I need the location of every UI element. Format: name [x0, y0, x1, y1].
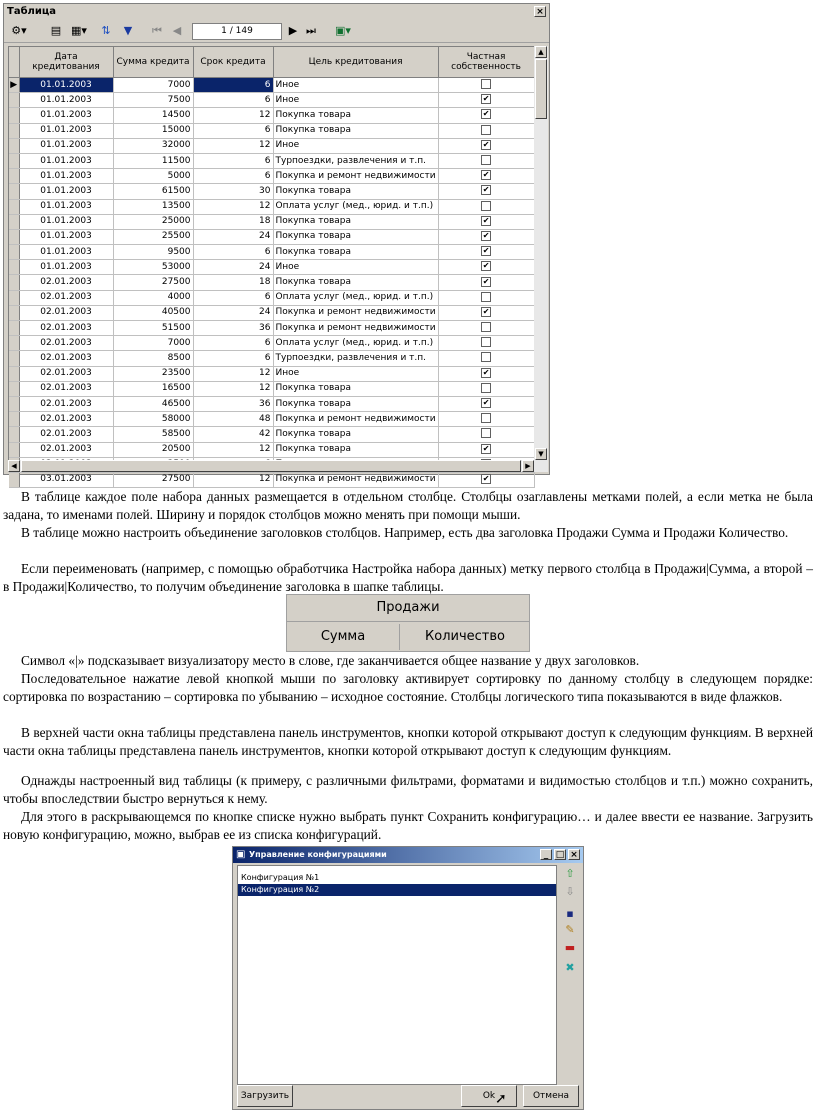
move-up-icon[interactable]: ⇧: [565, 867, 575, 880]
close-button[interactable]: ×: [568, 849, 580, 860]
config-dialog-titlebar: [233, 847, 583, 863]
checkbox[interactable]: ✔: [482, 139, 490, 149]
table-cell[interactable]: 02.01.2003: [19, 321, 113, 336]
window-icon: ▣: [236, 849, 249, 860]
scroll-thumb[interactable]: [535, 59, 547, 119]
table-cell[interactable]: 12: [193, 366, 273, 381]
table-row[interactable]: [9, 260, 534, 275]
vertical-scrollbar[interactable]: [534, 46, 548, 460]
table-cell[interactable]: 16500: [113, 381, 193, 396]
checkbox[interactable]: ✔: [482, 230, 490, 240]
table-cell[interactable]: 6: [193, 93, 273, 108]
column-header[interactable]: Сумма кредита: [113, 47, 193, 78]
table-cell[interactable]: 61500: [113, 184, 193, 199]
checkbox-cell[interactable]: [438, 366, 534, 381]
row-indicator[interactable]: [9, 123, 19, 138]
scroll-left-icon[interactable]: ◀: [8, 460, 20, 472]
table-row[interactable]: [9, 366, 534, 381]
table-row[interactable]: [9, 381, 534, 396]
checkbox-cell[interactable]: [438, 472, 534, 487]
table-cell[interactable]: Иное: [273, 78, 438, 93]
table-cell[interactable]: 01.01.2003: [19, 153, 113, 168]
table-row[interactable]: [9, 336, 534, 351]
table-row[interactable]: [9, 108, 534, 123]
load-button[interactable]: Загрузить: [237, 1085, 293, 1107]
table-cell[interactable]: 01.01.2003: [19, 245, 113, 260]
table-cell[interactable]: Покупка и ремонт недвижимости: [273, 169, 438, 184]
table-cell[interactable]: 02.01.2003: [19, 336, 113, 351]
table-cell[interactable]: 01.01.2003: [19, 123, 113, 138]
merged-header-right: Количество: [425, 629, 505, 644]
config-dialog: [232, 846, 584, 1110]
table-cell[interactable]: Оплата услуг (мед., юрид. и т.п.): [273, 290, 438, 305]
checkbox[interactable]: ✔: [482, 261, 490, 271]
table-cell[interactable]: 6: [193, 78, 273, 93]
table-cell[interactable]: 24: [193, 229, 273, 244]
checkbox-cell[interactable]: [438, 427, 534, 442]
checkbox[interactable]: ✔: [482, 443, 490, 453]
table-cell[interactable]: 02.01.2003: [19, 351, 113, 366]
table-cell[interactable]: 02.01.2003: [19, 305, 113, 320]
checkbox-cell[interactable]: [438, 93, 534, 108]
table-row[interactable]: [9, 321, 534, 336]
table-cell[interactable]: 12: [193, 381, 273, 396]
table-cell[interactable]: Покупка товара: [273, 427, 438, 442]
table-cell[interactable]: 01.01.2003: [19, 108, 113, 123]
table-cell[interactable]: 9500: [113, 245, 193, 260]
row-indicator[interactable]: [9, 229, 19, 244]
table-cell[interactable]: 12: [193, 138, 273, 153]
table-cell[interactable]: 46500: [113, 396, 193, 411]
row-indicator[interactable]: [9, 153, 19, 168]
checkbox-cell[interactable]: [438, 245, 534, 260]
move-down-icon[interactable]: ⇩: [565, 885, 575, 898]
row-indicator[interactable]: [9, 108, 19, 123]
row-indicator[interactable]: [9, 169, 19, 184]
paragraph: Для этого в раскрывающемся по кнопке списке нужно выбрать пункт Сохранить конфигурацию… и далее ввести ее название. Загрузить новую конфигурацию, можно, выбрав ее из списка конфигураций.: [3, 809, 813, 842]
table-row[interactable]: [9, 169, 534, 184]
table-cell[interactable]: 02.01.2003: [19, 381, 113, 396]
table-cell[interactable]: Покупка товара: [273, 214, 438, 229]
table-cell[interactable]: 42: [193, 427, 273, 442]
table-cell[interactable]: 7000: [113, 336, 193, 351]
current-row-indicator-icon[interactable]: ▶: [9, 78, 19, 93]
table-cell[interactable]: 27500: [113, 275, 193, 290]
mouse-cursor-icon: ➚: [495, 1091, 507, 1107]
record-counter[interactable]: 1 / 149: [192, 23, 282, 40]
row-indicator[interactable]: [9, 184, 19, 199]
config-list[interactable]: [237, 865, 557, 1085]
table-cell[interactable]: 12: [193, 199, 273, 214]
table-cell[interactable]: 6: [193, 336, 273, 351]
table-row[interactable]: [9, 123, 534, 138]
table-cell[interactable]: 8500: [113, 351, 193, 366]
row-indicator[interactable]: [9, 351, 19, 366]
checkbox[interactable]: ✔: [482, 367, 490, 377]
table-cell[interactable]: 18: [193, 275, 273, 290]
save-icon[interactable]: ▪: [566, 907, 574, 920]
table-cell[interactable]: 15000: [113, 123, 193, 138]
scroll-down-icon[interactable]: ▼: [535, 448, 547, 460]
sort-icon[interactable]: ⇅: [101, 24, 111, 37]
merged-header-left: Сумма: [287, 624, 400, 650]
checkbox-cell[interactable]: [438, 260, 534, 275]
table-cell[interactable]: 02.01.2003: [19, 275, 113, 290]
checkbox[interactable]: [481, 383, 491, 393]
paragraph: Последовательное нажатие левой кнопкой мыши по заголовку активирует сортировку по данному столбцу в следующем порядке: сортировка по возрастанию – сортировка по убыванию – исходное состояние. Столбцы логического типа показываются в виде флажков.: [3, 671, 813, 704]
table-cell[interactable]: 6: [193, 245, 273, 260]
print-icon[interactable]: ▤: [50, 24, 62, 37]
checkbox-cell[interactable]: [438, 78, 534, 93]
checkbox-cell[interactable]: [438, 108, 534, 123]
row-indicator[interactable]: [9, 366, 19, 381]
checkbox[interactable]: ✔: [482, 170, 490, 180]
paragraph: Если переименовать (например, с помощью обработчика Настройка набора данных) метку первого столбца в Продажи|Сумма, а второй – в Продажи|Количество, то получим объединение заголовка в шапке таблицы.: [3, 561, 813, 594]
table-row[interactable]: [9, 199, 534, 214]
column-header[interactable]: Частная собственность: [438, 47, 534, 78]
table-cell[interactable]: 4000: [113, 290, 193, 305]
data-grid[interactable]: [8, 46, 536, 485]
scroll-up-icon[interactable]: ▲: [535, 46, 547, 58]
table-cell[interactable]: Покупка и ремонт недвижимости: [273, 472, 438, 487]
row-indicator[interactable]: [9, 427, 19, 442]
table-cell[interactable]: Оплата услуг (мед., юрид. и т.п.): [273, 199, 438, 214]
column-header[interactable]: Срок кредита: [193, 47, 273, 78]
table-cell[interactable]: 6: [193, 351, 273, 366]
table-cell[interactable]: 01.01.2003: [19, 93, 113, 108]
checkbox[interactable]: [481, 428, 491, 438]
checkbox[interactable]: ✔: [482, 109, 490, 119]
table-cell[interactable]: 01.01.2003: [19, 214, 113, 229]
data-table: [9, 47, 535, 488]
table-cell[interactable]: 01.01.2003: [19, 78, 113, 93]
table-cell[interactable]: 27500: [113, 472, 193, 487]
table-cell[interactable]: Иное: [273, 93, 438, 108]
table-cell[interactable]: Иное: [273, 366, 438, 381]
table-cell[interactable]: 01.01.2003: [19, 199, 113, 214]
table-cell[interactable]: 02.01.2003: [19, 412, 113, 427]
close-button[interactable]: ×: [534, 6, 546, 17]
checkbox[interactable]: ✔: [482, 185, 490, 195]
row-indicator[interactable]: [9, 214, 19, 229]
checkbox-cell[interactable]: [438, 214, 534, 229]
remove-icon[interactable]: ▬: [564, 941, 576, 954]
checkbox[interactable]: ✔: [482, 215, 490, 225]
checkbox[interactable]: [481, 292, 491, 302]
table-cell[interactable]: 5000: [113, 169, 193, 184]
table-row[interactable]: [9, 290, 534, 305]
paragraph: Однажды настроенный вид таблицы (к примеру, с различными фильтрами, форматами и видимостью столбцов и т.п.) можно сохранить, чтобы впоследствии быстро вернуться к нему.: [3, 773, 813, 806]
table-cell[interactable]: 02.01.2003: [19, 442, 113, 457]
table-cell[interactable]: 32000: [113, 138, 193, 153]
paragraph: В таблице каждое поле набора данных размещается в отдельном столбце. Столбцы озаглавлены метками полей, а если метка не была задана, то именами полей. Ширину и порядок столбцов можно менять при помощи мыши.: [3, 489, 813, 522]
checkbox[interactable]: [481, 155, 491, 165]
columns-icon[interactable]: ▦▾: [71, 24, 87, 37]
filter-icon[interactable]: ▼: [123, 24, 133, 37]
table-cell[interactable]: 48: [193, 412, 273, 427]
prev-record-icon[interactable]: ◀: [172, 24, 182, 37]
paragraph: Символ «|» подсказывает визуализатору место в слове, где заканчивается общее название у двух заголовков.: [21, 653, 640, 668]
table-row[interactable]: [9, 275, 534, 290]
merged-header-top: Продажи: [287, 595, 529, 622]
table-cell[interactable]: 12: [193, 472, 273, 487]
checkbox-cell[interactable]: [438, 412, 534, 427]
excel-export-icon[interactable]: ▣▾: [335, 24, 351, 37]
checkbox[interactable]: [481, 322, 491, 332]
table-cell[interactable]: 58500: [113, 427, 193, 442]
checkbox[interactable]: ✔: [482, 398, 490, 408]
scroll-thumb[interactable]: [21, 460, 521, 472]
checkbox[interactable]: ✔: [482, 246, 490, 256]
table-cell[interactable]: Покупка товара: [273, 229, 438, 244]
table-cell[interactable]: 01.01.2003: [19, 138, 113, 153]
checkbox-cell[interactable]: [438, 351, 534, 366]
checkbox-cell[interactable]: [438, 169, 534, 184]
checkbox[interactable]: ✔: [482, 94, 490, 104]
table-cell[interactable]: 24: [193, 305, 273, 320]
table-window-titlebar: [4, 4, 549, 20]
row-indicator-header: [9, 47, 19, 78]
table-cell[interactable]: 23500: [113, 366, 193, 381]
row-indicator[interactable]: [9, 305, 19, 320]
list-item[interactable]: Конфигурация №1: [241, 873, 320, 882]
table-cell[interactable]: 58000: [113, 412, 193, 427]
checkbox-cell[interactable]: [438, 305, 534, 320]
table-cell[interactable]: Турпоездки, развлечения и т.п.: [273, 351, 438, 366]
config-icon[interactable]: ⚙▾: [11, 24, 27, 37]
table-cell[interactable]: 11500: [113, 153, 193, 168]
table-cell[interactable]: 03.01.2003: [19, 472, 113, 487]
table-row[interactable]: [9, 78, 534, 93]
table-cell[interactable]: 12: [193, 442, 273, 457]
checkbox-cell[interactable]: [438, 321, 534, 336]
table-cell[interactable]: 14500: [113, 108, 193, 123]
checkbox-cell[interactable]: [438, 275, 534, 290]
row-indicator[interactable]: [9, 336, 19, 351]
table-cell[interactable]: 36: [193, 321, 273, 336]
table-cell[interactable]: 02.01.2003: [19, 366, 113, 381]
table-cell[interactable]: 13500: [113, 199, 193, 214]
checkbox-cell[interactable]: [438, 138, 534, 153]
table-cell[interactable]: 24: [193, 260, 273, 275]
table-cell[interactable]: 12: [193, 108, 273, 123]
edit-icon[interactable]: ✎: [565, 923, 575, 936]
table-row[interactable]: [9, 396, 534, 411]
table-cell[interactable]: 02.01.2003: [19, 290, 113, 305]
table-row[interactable]: [9, 184, 534, 199]
table-cell[interactable]: 01.01.2003: [19, 169, 113, 184]
paragraph: В верхней части окна таблицы представлена панель инструментов, кнопки которой открывают доступ к следующим функциям. В верхней части окна таблицы представлена панель инструментов, кнопки которой открывают доступ к следующим функциям.: [3, 725, 813, 758]
checkbox-cell[interactable]: [438, 153, 534, 168]
table-cell[interactable]: 01.01.2003: [19, 184, 113, 199]
checkbox[interactable]: ✔: [482, 306, 490, 316]
checkbox[interactable]: ✔: [482, 473, 490, 483]
table-row[interactable]: [9, 93, 534, 108]
table-toolbar: [4, 20, 549, 43]
table-cell[interactable]: Покупка товара: [273, 381, 438, 396]
table-row[interactable]: [9, 229, 534, 244]
checkbox-cell[interactable]: [438, 184, 534, 199]
table-cell[interactable]: Покупка товара: [273, 396, 438, 411]
table-cell[interactable]: 25500: [113, 229, 193, 244]
scroll-right-icon[interactable]: ▶: [522, 460, 534, 472]
merged-header-example: [286, 594, 530, 652]
checkbox-cell[interactable]: [438, 442, 534, 457]
next-record-icon[interactable]: ▶: [288, 24, 298, 37]
table-cell[interactable]: Оплата услуг (мед., юрид. и т.п.): [273, 336, 438, 351]
ok-button[interactable]: Ok: [461, 1085, 517, 1107]
row-indicator[interactable]: [9, 245, 19, 260]
table-cell[interactable]: Покупка товара: [273, 442, 438, 457]
table-cell[interactable]: Иное: [273, 260, 438, 275]
table-cell[interactable]: 02.01.2003: [19, 396, 113, 411]
paragraph: В таблице можно настроить объединение заголовков столбцов. Например, есть два заголовка Продажи Сумма и Продажи Количество.: [21, 525, 789, 540]
table-cell[interactable]: 25000: [113, 214, 193, 229]
table-cell[interactable]: Иное: [273, 138, 438, 153]
row-indicator[interactable]: [9, 260, 19, 275]
row-indicator[interactable]: [9, 381, 19, 396]
table-cell[interactable]: Турпоездки, развлечения и т.п.: [273, 153, 438, 168]
row-indicator[interactable]: [9, 472, 19, 487]
table-window-title: Таблица: [7, 6, 57, 17]
checkbox-cell[interactable]: [438, 229, 534, 244]
table-cell[interactable]: Покупка товара: [273, 275, 438, 290]
config-dialog-title: Управление конфигурациями: [248, 850, 387, 859]
table-cell[interactable]: 01.01.2003: [19, 229, 113, 244]
table-cell[interactable]: Покупка и ремонт недвижимости: [273, 412, 438, 427]
table-cell[interactable]: 20500: [113, 442, 193, 457]
table-row[interactable]: [9, 472, 534, 487]
row-indicator[interactable]: [9, 442, 19, 457]
checkbox[interactable]: [481, 352, 491, 362]
checkbox[interactable]: [481, 79, 491, 89]
table-cell[interactable]: 40500: [113, 305, 193, 320]
table-cell[interactable]: 51500: [113, 321, 193, 336]
row-indicator[interactable]: [9, 199, 19, 214]
table-cell[interactable]: 6: [193, 290, 273, 305]
table-cell[interactable]: 30: [193, 184, 273, 199]
delete-icon[interactable]: ✖: [565, 961, 575, 974]
checkbox-cell[interactable]: [438, 123, 534, 138]
row-indicator[interactable]: [9, 412, 19, 427]
table-row[interactable]: [9, 305, 534, 320]
row-indicator[interactable]: [9, 138, 19, 153]
checkbox[interactable]: ✔: [482, 276, 490, 286]
table-cell[interactable]: 53000: [113, 260, 193, 275]
horizontal-scrollbar[interactable]: [8, 460, 548, 472]
table-cell[interactable]: Покупка товара: [273, 123, 438, 138]
checkbox-cell[interactable]: [438, 396, 534, 411]
cancel-button[interactable]: Отмена: [523, 1085, 579, 1107]
row-indicator[interactable]: [9, 93, 19, 108]
maximize-button[interactable]: □: [555, 850, 565, 860]
table-cell[interactable]: 7500: [113, 93, 193, 108]
checkbox[interactable]: [481, 201, 491, 211]
row-indicator[interactable]: [9, 321, 19, 336]
table-cell[interactable]: 18: [193, 214, 273, 229]
table-row[interactable]: [9, 245, 534, 260]
first-record-icon[interactable]: ⏮: [152, 24, 162, 37]
table-cell[interactable]: 02.01.2003: [19, 427, 113, 442]
checkbox-cell[interactable]: [438, 290, 534, 305]
checkbox-cell[interactable]: [438, 381, 534, 396]
list-item[interactable]: Конфигурация №2: [238, 884, 556, 896]
column-header[interactable]: Цель кредитования: [273, 47, 438, 78]
table-cell[interactable]: 36: [193, 396, 273, 411]
table-cell[interactable]: Покупка товара: [273, 108, 438, 123]
row-indicator[interactable]: [9, 290, 19, 305]
table-cell[interactable]: Покупка и ремонт недвижимости: [273, 305, 438, 320]
minimize-button[interactable]: _: [540, 849, 552, 860]
table-cell[interactable]: 6: [193, 169, 273, 184]
table-cell[interactable]: Покупка товара: [273, 184, 438, 199]
column-header[interactable]: Дата кредитования: [19, 47, 113, 78]
table-cell[interactable]: 01.01.2003: [19, 260, 113, 275]
row-indicator[interactable]: [9, 396, 19, 411]
checkbox-cell[interactable]: [438, 336, 534, 351]
checkbox-cell[interactable]: [438, 199, 534, 214]
table-cell[interactable]: 6: [193, 153, 273, 168]
table-window: [3, 3, 550, 485]
checkbox[interactable]: [481, 413, 491, 423]
table-row[interactable]: [9, 351, 534, 366]
checkbox[interactable]: [481, 125, 491, 135]
table-cell[interactable]: 6: [193, 123, 273, 138]
checkbox[interactable]: [481, 337, 491, 347]
table-row[interactable]: [9, 153, 534, 168]
table-row[interactable]: [9, 427, 534, 442]
table-row[interactable]: [9, 214, 534, 229]
row-indicator[interactable]: [9, 275, 19, 290]
table-cell[interactable]: Покупка и ремонт недвижимости: [273, 321, 438, 336]
table-row[interactable]: [9, 442, 534, 457]
table-row[interactable]: [9, 412, 534, 427]
table-cell[interactable]: Покупка товара: [273, 245, 438, 260]
table-row[interactable]: [9, 138, 534, 153]
table-cell[interactable]: 7000: [113, 78, 193, 93]
last-record-icon[interactable]: ⏭: [306, 24, 316, 37]
